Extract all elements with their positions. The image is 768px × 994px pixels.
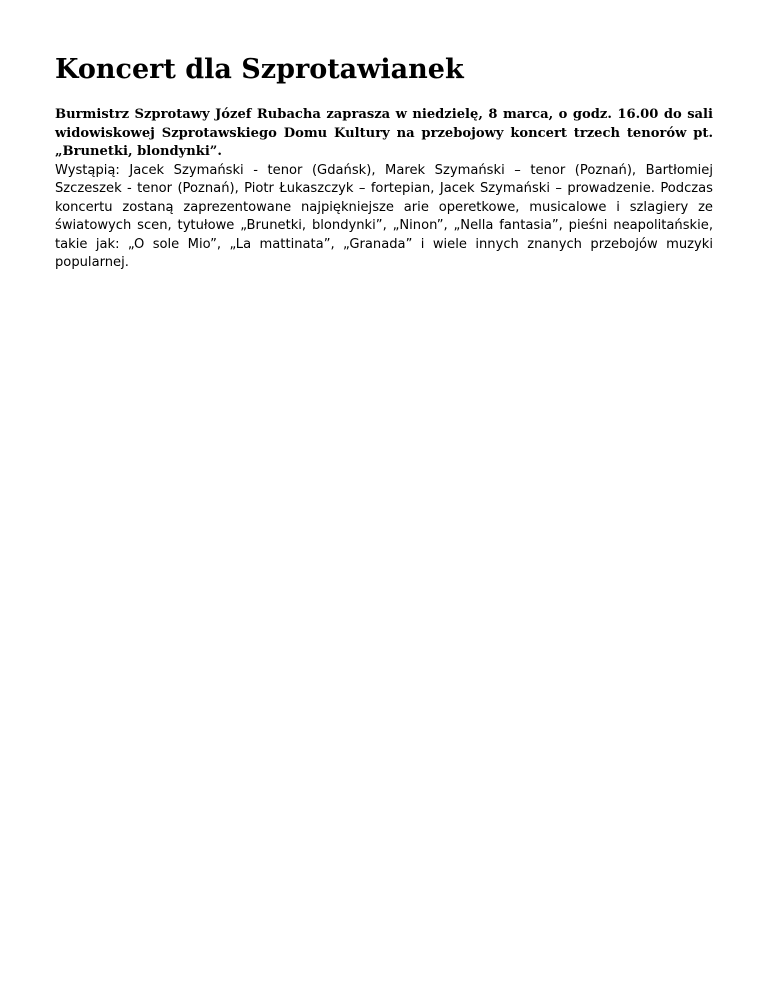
- article: [55, 52, 713, 273]
- article-title: Koncert dla Szprotawianek: [55, 54, 464, 85]
- article-lead: Burmistrz Szprotawy Józef Rubacha zaprasza w niedzielę, 8 marca, o godz. 16.00 do sali widowiskowej Szprotawskiego Domu Kultury na przebojowy koncert trzech tenorów pt. „Brunetki, blondynki”.: [55, 107, 713, 159]
- article-body: Wystąpią: Jacek Szymański - tenor (Gdańsk), Marek Szymański – tenor (Poznań), Bartłomiej Szczeszek - tenor (Poznań), Piotr Łukaszczyk – fortepian, Jacek Szymański – prowadzenie. Podczas koncertu zostaną zaprezentowane najpiękniejsze arie operetkowe, musicalowe i szlagiery ze światowych scen, tytułowe „Brunetki, blondynki”, „Ninon”, „Nella fantasia”, pieśni neapolitańskie, takie jak: „O sole Mio”, „La mattinata”, „Granada” i wiele innych znanych przebojów muzyki popularnej.: [55, 162, 713, 270]
